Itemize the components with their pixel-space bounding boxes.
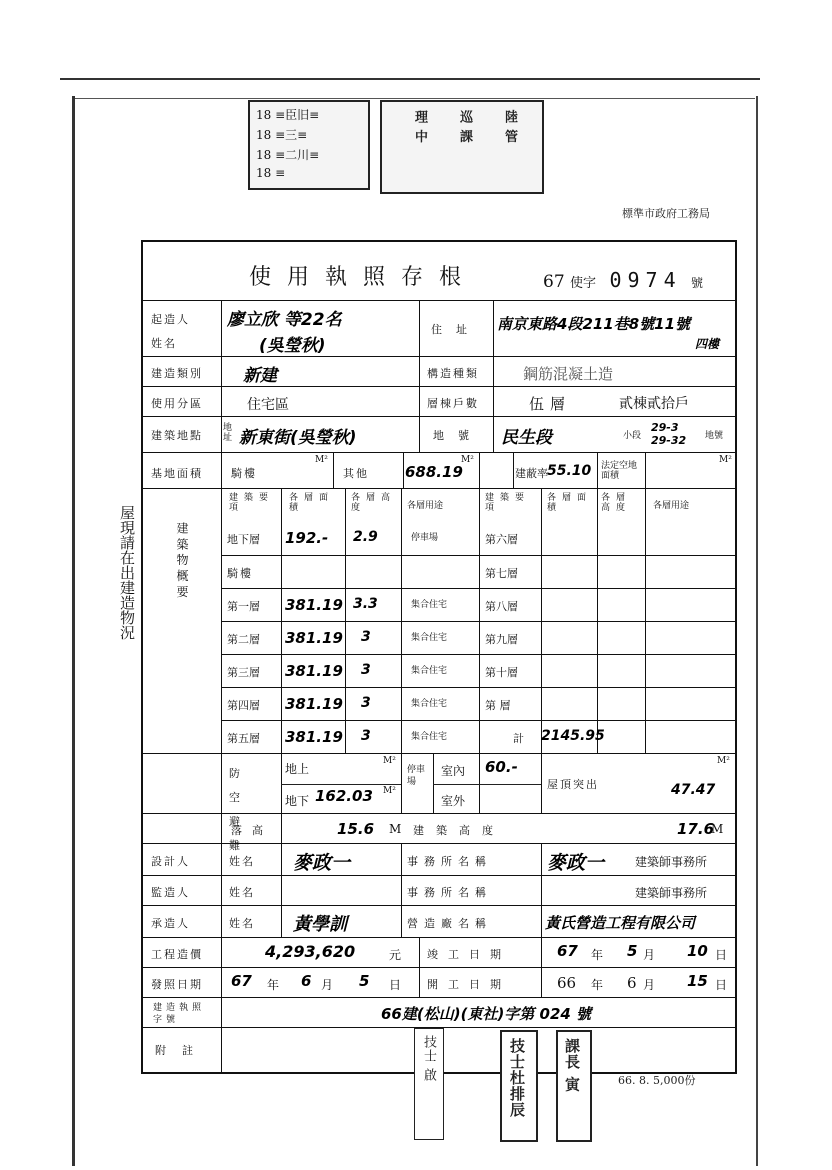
floor-height: 3.3 — [353, 596, 378, 612]
below-label: 地下 — [285, 794, 310, 808]
permit-word: 使字 — [570, 276, 597, 291]
other-label: 其他 — [343, 467, 369, 480]
designer-label: 設計人 — [151, 855, 190, 868]
floor-area: 381.19 — [285, 596, 343, 614]
office-suffix: 建築師事務所 — [635, 855, 708, 869]
approval-stamp-1 — [414, 1028, 444, 1140]
permit-number — [543, 268, 703, 292]
header-left-col-r: 建築要項 — [485, 493, 531, 513]
stamp-text: 技士 啟 — [421, 1035, 436, 1083]
scan-top-line — [60, 78, 760, 80]
left-margin-note: 屋現請在出建造物況 — [118, 505, 136, 640]
day: 日 — [715, 978, 728, 992]
supervisor-row — [143, 875, 735, 906]
designer-name: 麥政一 — [293, 852, 351, 874]
month: 月 — [643, 948, 656, 962]
roof-value: 47.47 — [671, 782, 716, 798]
name-label: 姓名 — [229, 917, 255, 930]
lot-label: 地號 — [433, 429, 483, 442]
floor-row — [221, 654, 735, 688]
structure-value: 鋼筋混凝土造 — [523, 365, 614, 383]
floor-use: 集合住宅 — [411, 633, 448, 643]
yuan: 元 — [389, 948, 402, 962]
unit-m2-2: M² — [461, 455, 474, 465]
contractor-company: 黃氏營造工程有限公司 — [545, 914, 696, 932]
address-extra: 四樓 — [695, 337, 720, 351]
floor-name-right: 第七層 — [485, 567, 518, 580]
approval-stamp-3 — [556, 1030, 592, 1142]
zone-value: 住宅區 — [247, 397, 289, 413]
zone-row — [143, 386, 735, 417]
floor-area: 192.- — [285, 529, 329, 547]
floor-name: 第四層 — [227, 699, 260, 712]
floor-height: 2.9 — [353, 529, 378, 545]
issue-year: 67 — [231, 972, 252, 990]
name-label: 姓名 — [229, 886, 255, 899]
site-area-label: 基地面積 — [151, 467, 203, 480]
header-use-col-r: 各層用途 — [653, 501, 690, 511]
start-day: 15 — [687, 972, 708, 990]
cost-label: 工程造價 — [151, 948, 203, 961]
office-label: 事務所名稱 — [407, 855, 492, 868]
legal-label: 法定空地面積 — [601, 461, 638, 481]
builder-row — [143, 300, 735, 357]
complete-label: 竣工日期 — [427, 948, 511, 961]
company-label: 營造廠名稱 — [407, 917, 492, 930]
floor-name: 第五層 — [227, 732, 260, 745]
permit-prefix: 67 — [543, 272, 565, 292]
header-height-col-r: 各層高度 — [601, 493, 632, 513]
building-height-value: 17.6 — [677, 820, 715, 838]
unit-m2-above: M² — [383, 756, 396, 766]
floor-row — [221, 621, 735, 655]
unit-m: M — [389, 822, 402, 836]
building-outline-label: 建 築 物 概 要 — [175, 522, 189, 598]
floor-name: 地下層 — [227, 533, 260, 546]
start-label: 開工日期 — [427, 978, 511, 991]
height-label: 落高 — [231, 824, 273, 837]
permit-suffix: 號 — [691, 276, 704, 290]
designer-office: 麥政一 — [547, 852, 605, 874]
form-title: 使用執照存根 — [249, 265, 478, 290]
lot-district: 民生段 — [501, 428, 552, 448]
building-height-label: 建築高度 — [413, 824, 505, 837]
floor-area: 381.19 — [285, 728, 343, 746]
header-use-col: 各層用途 — [407, 501, 444, 511]
type-row — [143, 356, 735, 387]
area-row — [143, 452, 735, 489]
issue-label: 發照日期 — [151, 978, 203, 991]
permit-no: 0974 — [609, 268, 682, 292]
issue-month: 6 — [301, 972, 312, 990]
top-left-stamp — [248, 100, 370, 190]
floor-row — [221, 687, 735, 721]
floor-area: 381.19 — [285, 695, 343, 713]
site-row — [143, 416, 735, 453]
header-left-col: 建築要項 — [229, 493, 275, 513]
unit-m2-below: M² — [383, 786, 396, 796]
floor-name: 第二層 — [227, 633, 260, 646]
year: 年 — [267, 978, 280, 992]
parking-label: 停車場 — [407, 765, 426, 787]
top-right-stamp — [380, 100, 544, 194]
floor-name: 第一層 — [227, 600, 260, 613]
floors-label: 層棟戶數 — [427, 397, 479, 410]
floor-area: 381.19 — [285, 662, 343, 680]
unit-m-2: M — [711, 822, 724, 836]
floor-name-right: 第 層 — [485, 699, 511, 712]
other-value: 688.19 — [405, 463, 463, 481]
month: 月 — [643, 978, 656, 992]
stamp-column: 理 中 — [412, 110, 427, 144]
lot-number: 29-3 29-32 — [651, 421, 687, 447]
stamp-column: 陸 管 — [502, 110, 517, 144]
floor-use: 集合住宅 — [411, 732, 448, 742]
supervisor-label: 監造人 — [151, 886, 190, 899]
year: 年 — [591, 948, 604, 962]
permit-value: 66建(松山)(東社)字第 024 號 — [381, 1005, 592, 1023]
unit-m2-3: M² — [719, 455, 732, 465]
builder-label: 起造人 — [151, 313, 190, 326]
floor-name-right: 第八層 — [485, 600, 518, 613]
coverage-value: 55.10 — [547, 463, 592, 479]
day: 日 — [389, 978, 402, 992]
floor-name-right: 第六層 — [485, 533, 518, 546]
month: 月 — [321, 978, 334, 992]
households-value: 貳棟貳拾戶 — [619, 396, 689, 412]
stamp-column: 巡 課 — [457, 110, 472, 144]
complete-day: 10 — [687, 942, 708, 960]
coverage-label: 建蔽率 — [515, 467, 548, 480]
total-label: 計 — [513, 732, 526, 745]
outdoor-label: 室外 — [441, 794, 466, 808]
year: 年 — [591, 978, 604, 992]
floor-area: 381.19 — [285, 629, 343, 647]
floors-value: 伍層 — [529, 395, 572, 413]
air-raid-label: 防空避難 — [229, 767, 254, 852]
builder-name: 廖立欣 等22名 — [227, 310, 342, 330]
lot-sub: 小段 — [623, 431, 642, 441]
indoor-label: 室內 — [441, 764, 466, 778]
structure-label: 構造種類 — [427, 367, 479, 380]
arcade-label: 騎樓 — [231, 467, 257, 480]
floors-header-row — [143, 488, 735, 523]
site-sub: 地址 — [223, 423, 233, 443]
floor-name: 騎樓 — [227, 567, 253, 580]
stamp-line: 18 ≡臣旧≡ — [256, 108, 320, 122]
floor-row — [221, 720, 735, 754]
start-month: 6 — [627, 974, 637, 992]
issue-day: 5 — [359, 972, 370, 990]
roof-label: 屋頂突出 — [547, 778, 599, 791]
note-label: 附註 — [155, 1044, 209, 1057]
below-value: 162.03 — [315, 787, 373, 805]
above-label: 地上 — [285, 762, 310, 776]
floor-row — [221, 522, 735, 555]
address-label: 住址 — [431, 323, 481, 336]
height-row — [143, 813, 735, 844]
floor-use: 停車場 — [411, 533, 439, 543]
lot-suffix: 地號 — [705, 431, 724, 441]
floor-name-right: 第九層 — [485, 633, 518, 646]
stamp-text: 技士杜排辰 — [508, 1038, 526, 1118]
header-area-col-r: 各層面積 — [547, 493, 593, 513]
office-suffix: 建築師事務所 — [635, 886, 708, 900]
complete-year: 67 — [557, 942, 578, 960]
type-label: 建造類別 — [151, 367, 203, 380]
unit-m2: M² — [315, 455, 328, 465]
stamp-text: 課長 寅 — [563, 1038, 581, 1093]
paper-right-edge — [756, 96, 758, 1166]
permit-row — [143, 997, 735, 1028]
agency-side-note: 標準市政府工務局 — [622, 207, 710, 220]
floor-use: 集合住宅 — [411, 699, 448, 709]
office-label: 事務所名稱 — [407, 886, 492, 899]
address-value: 南京東路4段211巷8號11號 — [497, 315, 691, 333]
contractor-label: 承造人 — [151, 917, 190, 930]
site-value: 新東街(吳瑩秋) — [239, 428, 357, 448]
floor-height: 3 — [361, 662, 371, 678]
issue-row — [143, 967, 735, 998]
cost-value: 4,293,620 — [265, 942, 356, 961]
name-label: 姓名 — [229, 855, 255, 868]
stamp-line: 18 ≡二川≡ — [256, 148, 320, 162]
floors-block — [143, 522, 735, 753]
scan-top-line-2 — [75, 98, 755, 99]
unit-m2-roof: M² — [717, 756, 730, 766]
total-area: 2145.95 — [541, 728, 605, 744]
builder-sublabel: 姓名 — [151, 337, 177, 350]
floor-height: 3 — [361, 629, 371, 645]
floor-use: 集合住宅 — [411, 666, 448, 676]
approval-stamp-2 — [500, 1030, 538, 1142]
floor-row — [221, 588, 735, 622]
builder-rep: (吳瑩秋) — [259, 336, 326, 356]
indoor-value: 60.- — [485, 758, 518, 776]
start-year: 66 — [557, 974, 577, 992]
floor-height: 3 — [361, 728, 371, 744]
cost-row — [143, 937, 735, 968]
type-value: 新建 — [243, 366, 277, 386]
floor-name-right: 第十層 — [485, 666, 518, 679]
header-area-col: 各層面積 — [289, 493, 335, 513]
print-info: 66. 8. 5,000份 — [618, 1074, 696, 1087]
site-label: 建築地點 — [151, 429, 203, 442]
permit-label: 建造執照字號 — [153, 1003, 206, 1025]
contractor-row — [143, 905, 735, 938]
permit-form — [141, 240, 737, 1074]
header-height-col: 各層高度 — [351, 493, 397, 513]
height-value: 15.6 — [337, 820, 375, 838]
complete-month: 5 — [627, 942, 638, 960]
paper-left-edge — [72, 96, 75, 1166]
day: 日 — [715, 948, 728, 962]
floor-name: 第三層 — [227, 666, 260, 679]
floor-height: 3 — [361, 695, 371, 711]
stamp-line: 18 ≡三≡ — [256, 128, 308, 142]
stamp-line: 18 ≡ — [256, 166, 286, 180]
floor-row — [221, 555, 735, 589]
floor-use: 集合住宅 — [411, 600, 448, 610]
contractor-name: 黃學訓 — [293, 914, 347, 935]
zone-label: 使用分區 — [151, 397, 203, 410]
designer-row — [143, 843, 735, 876]
